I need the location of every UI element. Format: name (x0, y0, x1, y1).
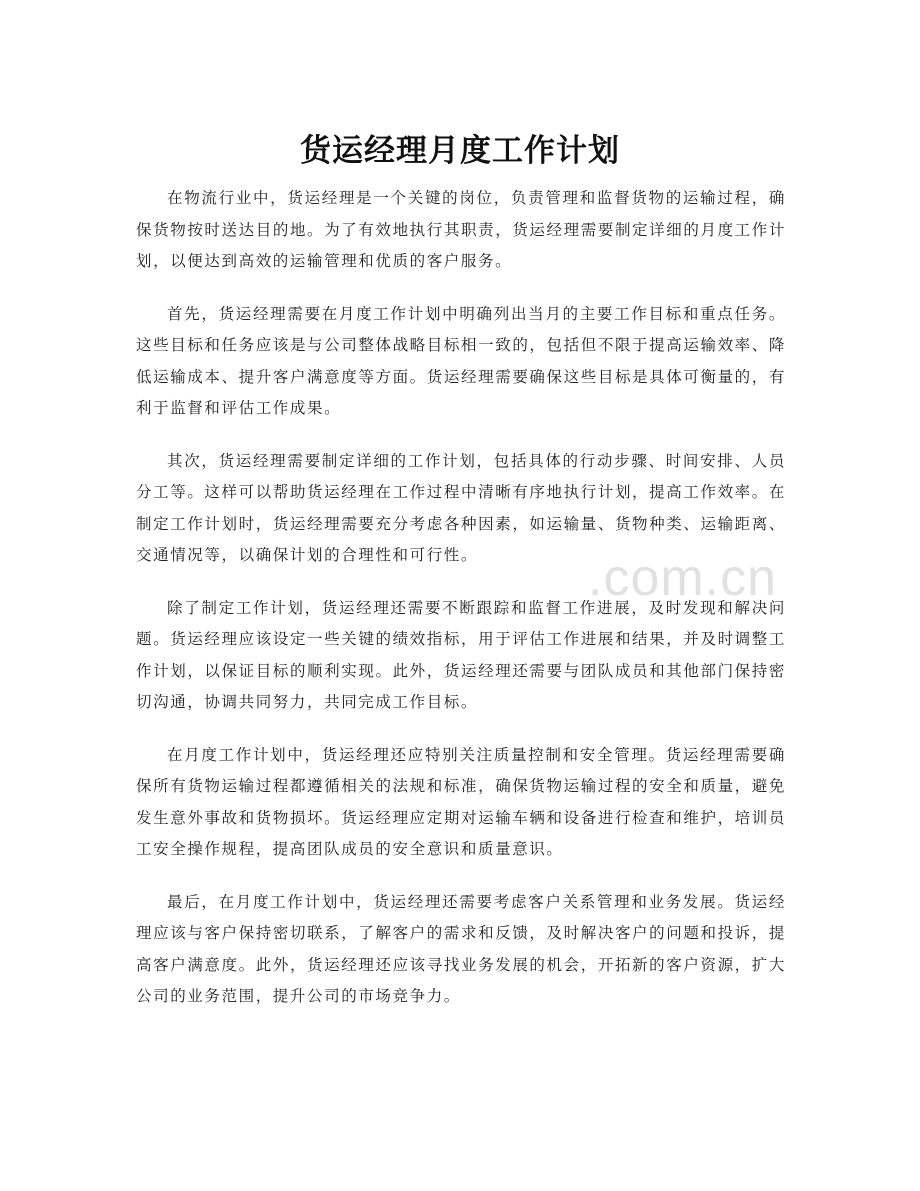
document-title: 货运经理月度工作计划 (300, 132, 620, 169)
paragraph-4: 除了制定工作计划，货运经理还需要不断跟踪和监督工作进展，及时发现和解决问题。货运经理应该设定一些关键的绩效指标，用于评估工作进展和结果，并及时调整工作计划，以保证目标的顺利实现。此外，货运经理还需要与团队成员和其他部门保持密切沟通，协调共同努力，共同完成工作目标。 (136, 598, 786, 711)
paragraph-5: 在月度工作计划中，货运经理还应特别关注质量控制和安全管理。货运经理需要确保所有货物运输过程都遵循相关的法规和标准，确保货物运输过程的安全和质量，避免发生意外事故和货物损坏。货运经理应定期对运输车辆和设备进行检查和维护，培训员工安全操作规程，提高团队成员的安全意识和质量意识。 (136, 745, 786, 858)
paragraph-2: 首先，货运经理需要在月度工作计划中明确列出当月的主要工作目标和重点任务。这些目标和任务应该是与公司整体战略目标相一致的，包括但不限于提高运输效率、降低运输成本、提升客户满意度等方面。货运经理需要确保这些目标是具体可衡量的，有利于监督和评估工作成果。 (136, 304, 786, 417)
watermark: .com.cn (588, 549, 778, 607)
paragraph-6: 最后，在月度工作计划中，货运经理还需要考虑客户关系管理和业务发展。货运经理应该与客户保持密切联系，了解客户的需求和反馈，及时解决客户的问题和投诉，提高客户满意度。此外，货运经理还应该寻找业务发展的机会，开拓新的客户资源，扩大公司的业务范围，提升公司的市场竞争力。 (136, 892, 786, 1005)
paragraph-1: 在物流行业中，货运经理是一个关键的岗位，负责管理和监督货物的运输过程，确保货物按时送达目的地。为了有效地执行其职责，货运经理需要制定详细的月度工作计划，以便达到高效的运输管理和优质的客户服务。 (136, 189, 786, 270)
paragraph-3: 其次，货运经理需要制定详细的工作计划，包括具体的行动步骤、时间安排、人员分工等。这样可以帮助货运经理在工作过程中清晰有序地执行计划，提高工作效率。在制定工作计划时，货运经理需要充分考虑各种因素，如运输量、货物种类、运输距离、交通情况等，以确保计划的合理性和可行性。 (136, 451, 786, 564)
document-body (136, 183, 786, 1034)
